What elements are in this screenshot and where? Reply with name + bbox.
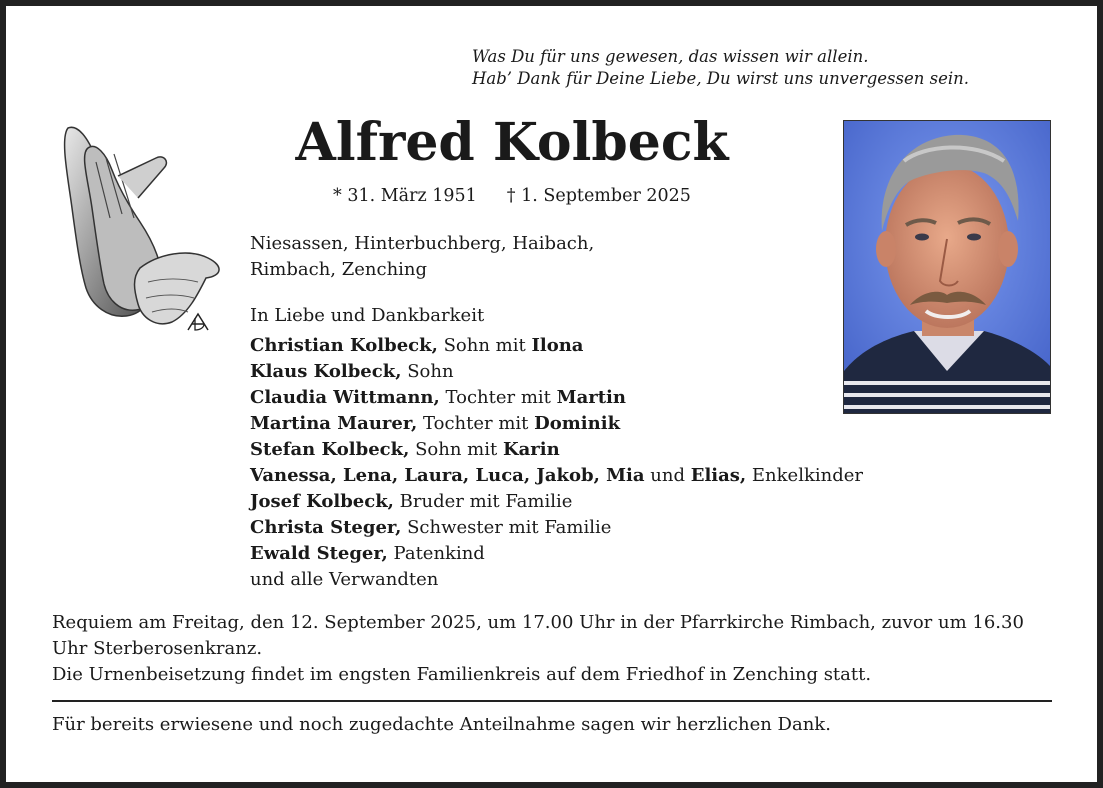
family-relation: Schwester mit Familie [401, 517, 612, 538]
family-relation: Sohn [401, 361, 454, 382]
family-row [250, 489, 863, 515]
family-row [250, 463, 863, 489]
family-row [250, 385, 863, 411]
family-name: Stefan Kolbeck, [250, 439, 410, 460]
requiem-info [52, 610, 1052, 688]
family-partner: Ilona [531, 335, 584, 356]
family-name: Christa Steger, [250, 517, 402, 538]
family-row [250, 567, 863, 593]
family-row [250, 515, 863, 541]
family-name: Vanessa, Lena, Laura, Luca, Jakob, Mia [250, 465, 645, 486]
motto-line-2: Hab’ Dank für Deine Liebe, Du wirst uns unvergessen sein. [472, 69, 970, 88]
divider [52, 700, 1052, 702]
family-partner: Martin [556, 387, 626, 408]
motto-line-1: Was Du für uns gewesen, das wissen wir allein. [472, 47, 869, 66]
family-row [250, 541, 863, 567]
places-line-2: Rimbach, Zenching [250, 259, 428, 280]
family-row [250, 333, 863, 359]
family-list [250, 333, 863, 593]
family-name: Christian Kolbeck, [250, 335, 438, 356]
thanks-heading: In Liebe und Dankbarkeit [250, 305, 485, 326]
life-dates [232, 183, 792, 209]
requiem-line-2: Die Urnenbeisetzung findet im engsten Familienkreis auf dem Friedhof in Zenching statt. [52, 664, 872, 685]
portrait-photo [843, 120, 1051, 414]
family-relation: Tochter mit [417, 413, 535, 434]
family-name: Martina Maurer, [250, 413, 418, 434]
family-name: Klaus Kolbeck, [250, 361, 402, 382]
deceased-name: Alfred Kolbeck [295, 112, 729, 173]
family-relation: Patenkind [387, 543, 485, 564]
family-relation: Sohn mit [437, 335, 532, 356]
places-line-1: Niesassen, Hinterbuchberg, Haibach, [250, 233, 595, 254]
family-name: Claudia Wittmann, [250, 387, 440, 408]
family-relation: Tochter mit [439, 387, 557, 408]
family-relation: Bruder mit Familie [393, 491, 573, 512]
family-row [250, 359, 863, 385]
family-relation: und alle Verwandten [250, 569, 439, 590]
family-row [250, 437, 863, 463]
family-row [250, 411, 863, 437]
family-partner: Elias, [690, 465, 747, 486]
family-relation: und [644, 465, 691, 486]
footer-thanks: Für bereits erwiesene und noch zugedachte Anteilnahme sagen wir herzlichen Dank. [52, 714, 831, 735]
family-partner: Karin [502, 439, 560, 460]
family-name: Ewald Steger, [250, 543, 388, 564]
death-date: † 1. September 2025 [506, 186, 691, 206]
family-partner: Dominik [534, 413, 621, 434]
motto [472, 46, 969, 90]
requiem-line-1: Requiem am Freitag, den 12. September 2025, um 17.00 Uhr in der Pfarrkirche Rimbach, zuvor um 16.30 Uhr Sterberosenkranz. [52, 612, 1024, 659]
places [250, 231, 594, 283]
birth-date: * 31. März 1951 [333, 186, 477, 206]
family-name: Josef Kolbeck, [250, 491, 394, 512]
praying-hands-icon [48, 118, 228, 343]
family-relation-suffix: Enkelkinder [746, 465, 863, 486]
family-relation: Sohn mit [409, 439, 503, 460]
